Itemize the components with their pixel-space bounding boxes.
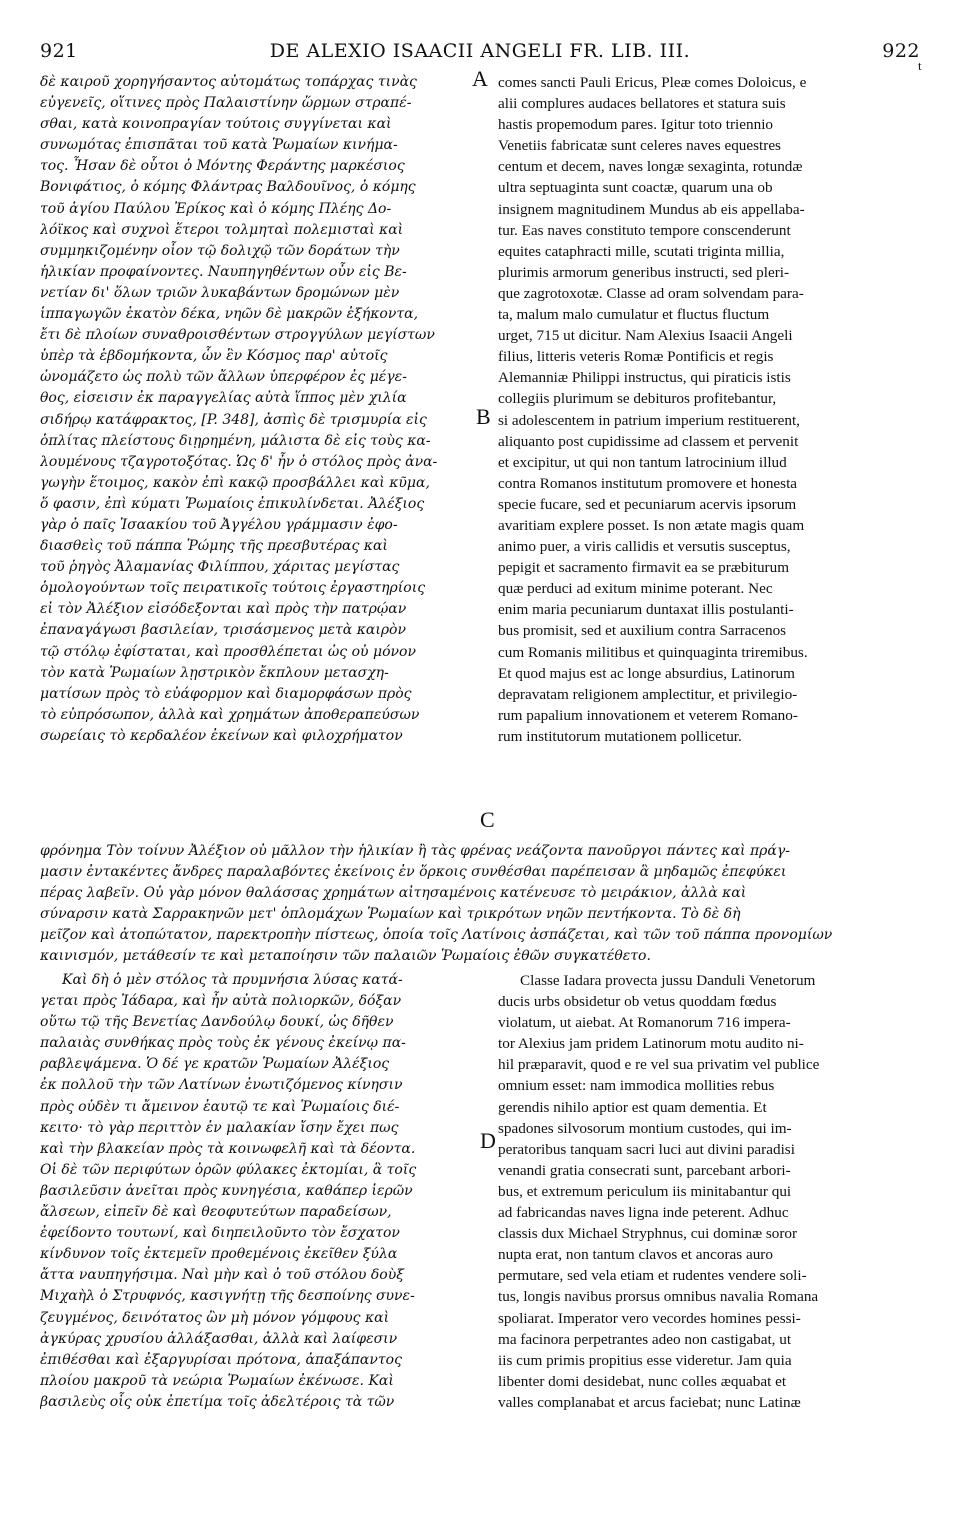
text-line: iis cum primis propitius esse videretur. Jam quia [498, 1351, 792, 1369]
text-line: gerendis nihilo aptior est quam dementia. Et [498, 1098, 767, 1116]
greek-column-top [40, 72, 486, 747]
running-title: DE ALEXIO ISAACII ANGELI FR. LIB. III. [269, 40, 691, 62]
text-line: σωρείαις τὸ κερδαλέον ἐκείνων καὶ φιλοχρήματον [40, 727, 403, 744]
text-line: enim maria pecuniarum duntaxat illis postulanti- [498, 601, 794, 619]
latin-column-bottom [498, 970, 926, 1413]
margin-marker-c: C [480, 807, 495, 832]
text-line: ἐπαναγάγωσι βασιλείαν, τρισάσμενος μετὰ καιρὸν [40, 622, 406, 639]
text-line: alii complures audaces bellatores et statura suis [498, 95, 786, 113]
text-line: ζευγμένος, δεινότατος ὢν μὴ μόνον γόμφους καὶ [40, 1309, 390, 1326]
text-line: βασιλεῦσιν ἀνεῖται πρὸς κυνηγέσια, καθάπερ ἱερῶν [40, 1182, 413, 1199]
text-line: Καὶ δὴ ὁ μὲν στόλος τὰ πρυμνήσια λύσας κατά- [62, 972, 403, 988]
text-line: animo puer, a viris callidis et versutis susceptus, [498, 538, 791, 556]
text-line: καινισμόν, μετάθεσίν τε καὶ μεταποίησιν τῶν παλαιῶν Ῥωμαίοις ἐθῶν συγκατέθετο. [40, 948, 651, 965]
text-line: γωγὴν ἕτοιμος, κακὸν ἐπὶ κακῷ προσβάλλει καὶ κῦμα, [40, 474, 430, 491]
text-line: τῷ στόλῳ ἐφίσταται, καὶ προσθλέπεται ὡς οὐ μόνον [40, 643, 416, 660]
text-line: valles complanabat et arcus faciebat; nunc Latinæ [498, 1393, 801, 1411]
page-number-left: 921 [40, 40, 78, 62]
text-line: hil præparavit, quod e re vel sua privatim vel publice [498, 1056, 820, 1074]
text-line: μασιν ἐντακέντες ἄνδρες παραλαβόντες ἐκείνοις ἐν ὅρκοις συνθέσθαι παρέπεισαν ἃ μηδαμῶς ἐπεφύκει [40, 864, 787, 881]
text-line: permutare, sed vela etiam et rudentes vendere soli- [498, 1267, 807, 1285]
text-line: Οἱ δὲ τῶν περιφύτων ὀρῶν φύλακες ἐκτομίαι, ἃ τοῖς [40, 1161, 417, 1178]
text-line: violatum, ut aiebat. At Romanorum 716 impera- [498, 1014, 791, 1032]
text-line: nupta erat, non tantum clavos et ancoras auro [498, 1246, 773, 1264]
text-line: venandi gratia consecrati sunt, parcebant arbori- [498, 1161, 791, 1179]
text-line: avaritiam explere posset. Is non ætate magis quam [498, 516, 805, 534]
text-line: μεῖζον καὶ ἀτοπώτατον, παρεκτροπὴν πίστεως, ὁποία τοῖς Λατίνοις ἀσπάζεται, καὶ τῶν τοῦ πάππα προνομίων [40, 927, 833, 944]
text-line: collegiis plurimum se debituros profitebantur, [498, 390, 777, 408]
text-line: κίνδυνον τοῖς ἐκτεμεῖν προθεμένοις ἐκεῖθεν ξύλα [40, 1246, 398, 1263]
text-line: Βονιφάτιος, ὁ κόμης Φλάντρας Βαλδουῖνος, ὁ κόμης [40, 179, 416, 196]
text-line: rum papalium innovationem et veterem Romano- [498, 706, 798, 724]
text-line: equites cataphracti mille, scutati triginta millia, [498, 242, 785, 260]
text-line: λουμένους τζαγροτοξότας. Ὡς δ' ἦν ὁ στόλος πρὸς ἀνα- [40, 453, 438, 470]
text-line: ultra septuaginta sunt coactæ, quarum una ob [498, 179, 773, 197]
text-line: παλαιὰς συνθήκας πρὸς τοὺς ἐκ γένους ἐκείνῳ πα- [40, 1035, 406, 1052]
text-line: δὲ καιροῦ χορηγήσαντος αὐτομάτως τοπάρχας τινὰς [40, 74, 417, 90]
text-line: σύναρσιν κατὰ Σαρρακηνῶν μετ' ὁπλομάχων Ῥωμαίων καὶ τρικρότων νηῶν πεντήκοντα. Τὸ δὲ δὴ [40, 906, 741, 923]
text-line: Et quod majus est ac longe absurdius, Latinorum [498, 664, 795, 682]
text-line: classis dux Michael Stryphnus, cui dominæ soror [498, 1225, 798, 1243]
text-line: bus promisit, sed et auxilium contra Sarracenos [498, 622, 787, 640]
text-line: rum institutorum mutationem pollicetur. [498, 727, 742, 745]
text-line: συμμηκιζομένην οἷον τῷ δολιχῷ τῶν δοράτων τὴν [40, 242, 400, 259]
text-line: specie fucare, sed et pecuniarum acervis ipsorum [498, 495, 797, 513]
margin-marker-d: D [480, 1128, 496, 1153]
page-number-right: 922 [882, 40, 920, 62]
text-line: κειτο· τὸ γὰρ περιττὸν ἐν μαλακίαν ἴσην ἔχει πως [40, 1119, 399, 1136]
text-line: ἐκ πολλοῦ τὴν τῶν Λατίνων ἐνωτιζόμενος κίνησιν [40, 1077, 403, 1094]
text-line: ραβλεψάμενα. Ὁ δέ γε κρατῶν Ῥωμαίων Ἀλέξιος [40, 1056, 390, 1073]
text-line: comes sancti Pauli Ericus, Pleæ comes Doloicus, e [498, 74, 807, 91]
text-line: εἰ τὸν Ἀλέξιον εἰσόδεξονται καὶ πρὸς τὴν πατρῴαν [40, 601, 407, 618]
text-line: πέρας λαβεῖν. Οὐ γὰρ μόνον θαλάσσας χρημάτων αἰτησαμένοις κατένευσε τὸ μειράκιον, ἀλλὰ καὶ [40, 885, 747, 902]
text-line: bus, et extremum periculum iis minitabantur qui [498, 1182, 792, 1200]
text-line: ἄλσεων, εἰπεῖν δὲ καὶ θεοφυτεύτων παραδείσων, [40, 1204, 392, 1221]
text-line: ὁπλίτας πλείστους διῃρημένη, μάλιστα δὲ εἰς τοὺς κα- [40, 432, 431, 449]
text-line: que zagrotoxotæ. Classe ad oram solvendam para- [498, 284, 804, 302]
text-line: καὶ τὴν βλακείαν πρὸς τὰ κοινωφελῆ καὶ τὰ δέοντα. [40, 1140, 416, 1157]
text-line: cum Romanis militibus et quinquaginta triremibus. [498, 643, 808, 661]
text-line: plurimis armorum generibus instructi, sed pleri- [498, 263, 790, 281]
text-line: ma facinora perpetrantes adeo non castigabat, ut [498, 1330, 792, 1348]
text-line: urget, 715 ut dicitur. Nam Alexius Isaacii Angeli [498, 327, 793, 345]
greek-full-width-passage [40, 841, 926, 968]
text-line: Alemanniæ Philippi instructus, qui piraticis istis [498, 369, 791, 387]
text-line: contra Romanos institutum promovere et honesta [498, 474, 798, 492]
text-line: ducis urbs obsidetur ob vetus quoddam fœdus [498, 993, 777, 1011]
text-line: τος. Ἦσαν δὲ οὗτοι ὁ Μόντης Φεράντης μαρκέσιος [40, 158, 405, 175]
text-line: τὸν κατὰ Ῥωμαίων λῃστρικὸν ἔκπλουν μετασχη- [40, 664, 389, 681]
text-line: διασθεὶς τοῦ πάππα Ῥώμης τῆς πρεσβυτέρας καὶ [40, 538, 388, 555]
text-line: οὕτω τῷ τῆς Βενετίας Δανδούλῳ δουκί, ὡς δῆθεν [40, 1014, 394, 1031]
text-line: Venetiis fabricatæ sunt celeres naves equestres [498, 137, 781, 155]
text-line: aliquanto post cupidissime ad classem et pervenit [498, 432, 799, 450]
text-line: ἐπιθέσθαι καὶ ἐξαργυρίσαι πρότονα, ἀπαξάπαντος [40, 1351, 402, 1368]
text-line: σθαι, κατὰ κοινοπραγίαν τούτοις συγγίνεται καὶ [40, 116, 392, 133]
text-line: γὰρ ὁ παῖς Ἰσαακίου τοῦ Ἀγγέλου γράμμασιν ἐφο- [40, 516, 398, 533]
text-line: εὐγενεῖς, οἵτινες πρὸς Παλαιστίνην ὥρμων στραπέ- [40, 95, 412, 112]
text-line: τοῦ ἁγίου Παύλου Ἐρίκος καὶ ὁ κόμης Πλέης Δο- [40, 200, 392, 217]
text-line: tus, longis navibus prorsus omnibus navalia Romana [498, 1288, 819, 1306]
text-line: σιδήρῳ κατάφρακτος, [P. 348], ἀσπὶς δὲ τρισμυρία εἰς [40, 411, 427, 428]
text-line: πρὸς οὐδὲν τι ἄμεινον ἑαυτῷ τε καὶ Ῥωμαίοις διέ- [40, 1098, 400, 1115]
margin-marker-t: t [918, 58, 922, 73]
text-line: θος, εἰσεισιν ἐκ παραγγελίας αὐτὰ ἵππος μὲν χιλία [40, 390, 407, 407]
greek-column-bottom [40, 970, 486, 1413]
margin-marker-b: B [476, 404, 491, 429]
text-line: hastis propemodum pares. Igitur toto triennio [498, 116, 774, 134]
text-line: spoliarat. Imperator vero vecordes homines pessi- [498, 1309, 801, 1327]
text-line: πλοίου μακροῦ τὰ νεώρια Ῥωμαίων ἐκένωσε. Καὶ [40, 1372, 394, 1389]
text-line: βασιλεὺς οἷς οὐκ ἐπετίμα τοῖς ἀδελτέροις τὰ τῶν [40, 1393, 395, 1410]
text-line: ἱππαγωγῶν ἑκατὸν δέκα, νηῶν δὲ μακρῶν ἑξήκοντα, [40, 306, 419, 323]
text-line: γεται πρὸς Ἰάδαρα, καὶ ἦν αὐτὰ πολιορκῶν, δόξαν [40, 993, 402, 1010]
text-line: omnium esset: nam immodica mollities rebus [498, 1077, 775, 1095]
text-line: ὁμολογούντων τοῖς πειρατικοῖς τούτοις ἐργαστηρίοις [40, 580, 426, 597]
text-line: libenter domi desidebat, nunc colles æquabat et [498, 1372, 787, 1390]
text-line: ὑπὲρ τὰ ἑβδομήκοντα, ὧν ἓν Κόσμος παρ' αὐτοῖς [40, 348, 388, 365]
text-line: depravatam religionem amplectitur, et privilegio- [498, 685, 798, 703]
text-line: Μιχαὴλ ὁ Στρυφνός, κασιγνήτῃ τῆς δεσποίνης συνε- [40, 1288, 415, 1305]
text-line: si adolescentem in patrium imperium restituerent, [498, 411, 800, 429]
text-line: Classe Iadara provecta jussu Danduli Venetorum [520, 972, 816, 989]
text-line: νετίαν δι' ὅλων τριῶν λυκαβάντων δρομώνων μὲν [40, 284, 400, 301]
text-line: ἡλικίαν προφαίνοντες. Ναυπηγηθέντων οὖν εἰς Βε- [40, 263, 407, 280]
text-line: τὸ εὐπρόσωπον, ἀλλὰ καὶ χρημάτων ἀποθεραπεύσων [40, 706, 420, 723]
text-line: ὠνομάζετο ὡς πολὺ τῶν ἄλλων ὑπερφέρον ἐς μέγε- [40, 369, 407, 386]
text-line: tor Alexius jam pridem Latinorum motu audito ni- [498, 1035, 804, 1053]
margin-marker-a: A [472, 66, 488, 91]
text-line: insignem magnitudinem Mundus ab eis appellaba- [498, 200, 805, 218]
text-line: pepigit et sacramento firmavit ea se præbiturum [498, 559, 790, 577]
text-line: φρόνημα Τὸν τοίνυν Ἀλέξιον οὐ μᾶλλον τὴν ἡλικίαν ἢ τὰς φρένας νεάζοντα πανοῦργοι πάντες καὶ πράγ- [40, 843, 790, 859]
text-line: filius, litteris veteris Romæ Pontificis et regis [498, 348, 774, 366]
text-line: ἐφείδοντο τουτωνί, καὶ διηπειλοῦντο τὸν ἔσχατον [40, 1225, 400, 1242]
text-line: τοῦ ῥηγὸς Ἀλαμανίας Φιλίππου, χάριτας μεγίστας [40, 559, 400, 576]
text-line: λόϊκος καὶ συχνοὶ ἕτεροι τολμηταὶ πολεμισταὶ καὶ [40, 221, 404, 238]
text-line: ματίσων πρὸς τὸ εὐάφορμον καὶ διαμορφάσων πρὸς [40, 685, 412, 702]
latin-column-top [498, 72, 926, 747]
text-line: ὅ φασιν, ἐπὶ κύματι Ῥωμαίοις ἐπικυλίνδεται. Ἀλέξιος [40, 495, 425, 512]
text-line: ἔτι δὲ πλοίων συναθροισθέντων στρογγύλων μεγίστων [40, 327, 435, 344]
text-line: ἀγκύρας χρυσίου ἀλλάξασθαι, ἀλλὰ καὶ λαίφεσιν [40, 1330, 398, 1347]
text-line: ἄττα ναυπηγήσιμα. Ναὶ μὴν καὶ ὁ τοῦ στόλου δοὺξ [40, 1267, 404, 1284]
text-line: centum et decem, naves longæ sexaginta, rotundæ [498, 158, 803, 176]
text-line: ta, malum malo cumulatur et fluctus fluctum [498, 306, 770, 324]
text-line: tur. Eas naves constituto tempore conscenderunt [498, 221, 791, 239]
text-line: ad fabricandas naves ligna inde peterent. Adhuc [498, 1204, 789, 1222]
text-line: quæ perduci ad exitum minime poterant. Nec [498, 580, 773, 598]
text-line: peratoribus tanquam sacri luci aut divini paradisi [498, 1140, 795, 1158]
text-line: et excipitur, ut qui non tantum latrocinium illud [498, 453, 787, 471]
text-line: συνωμότας ἐπισπᾶται τοῦ κατὰ Ῥωμαίων κινήμα- [40, 137, 398, 154]
text-line: spadones silvosorum montium custodes, qui im- [498, 1119, 792, 1137]
